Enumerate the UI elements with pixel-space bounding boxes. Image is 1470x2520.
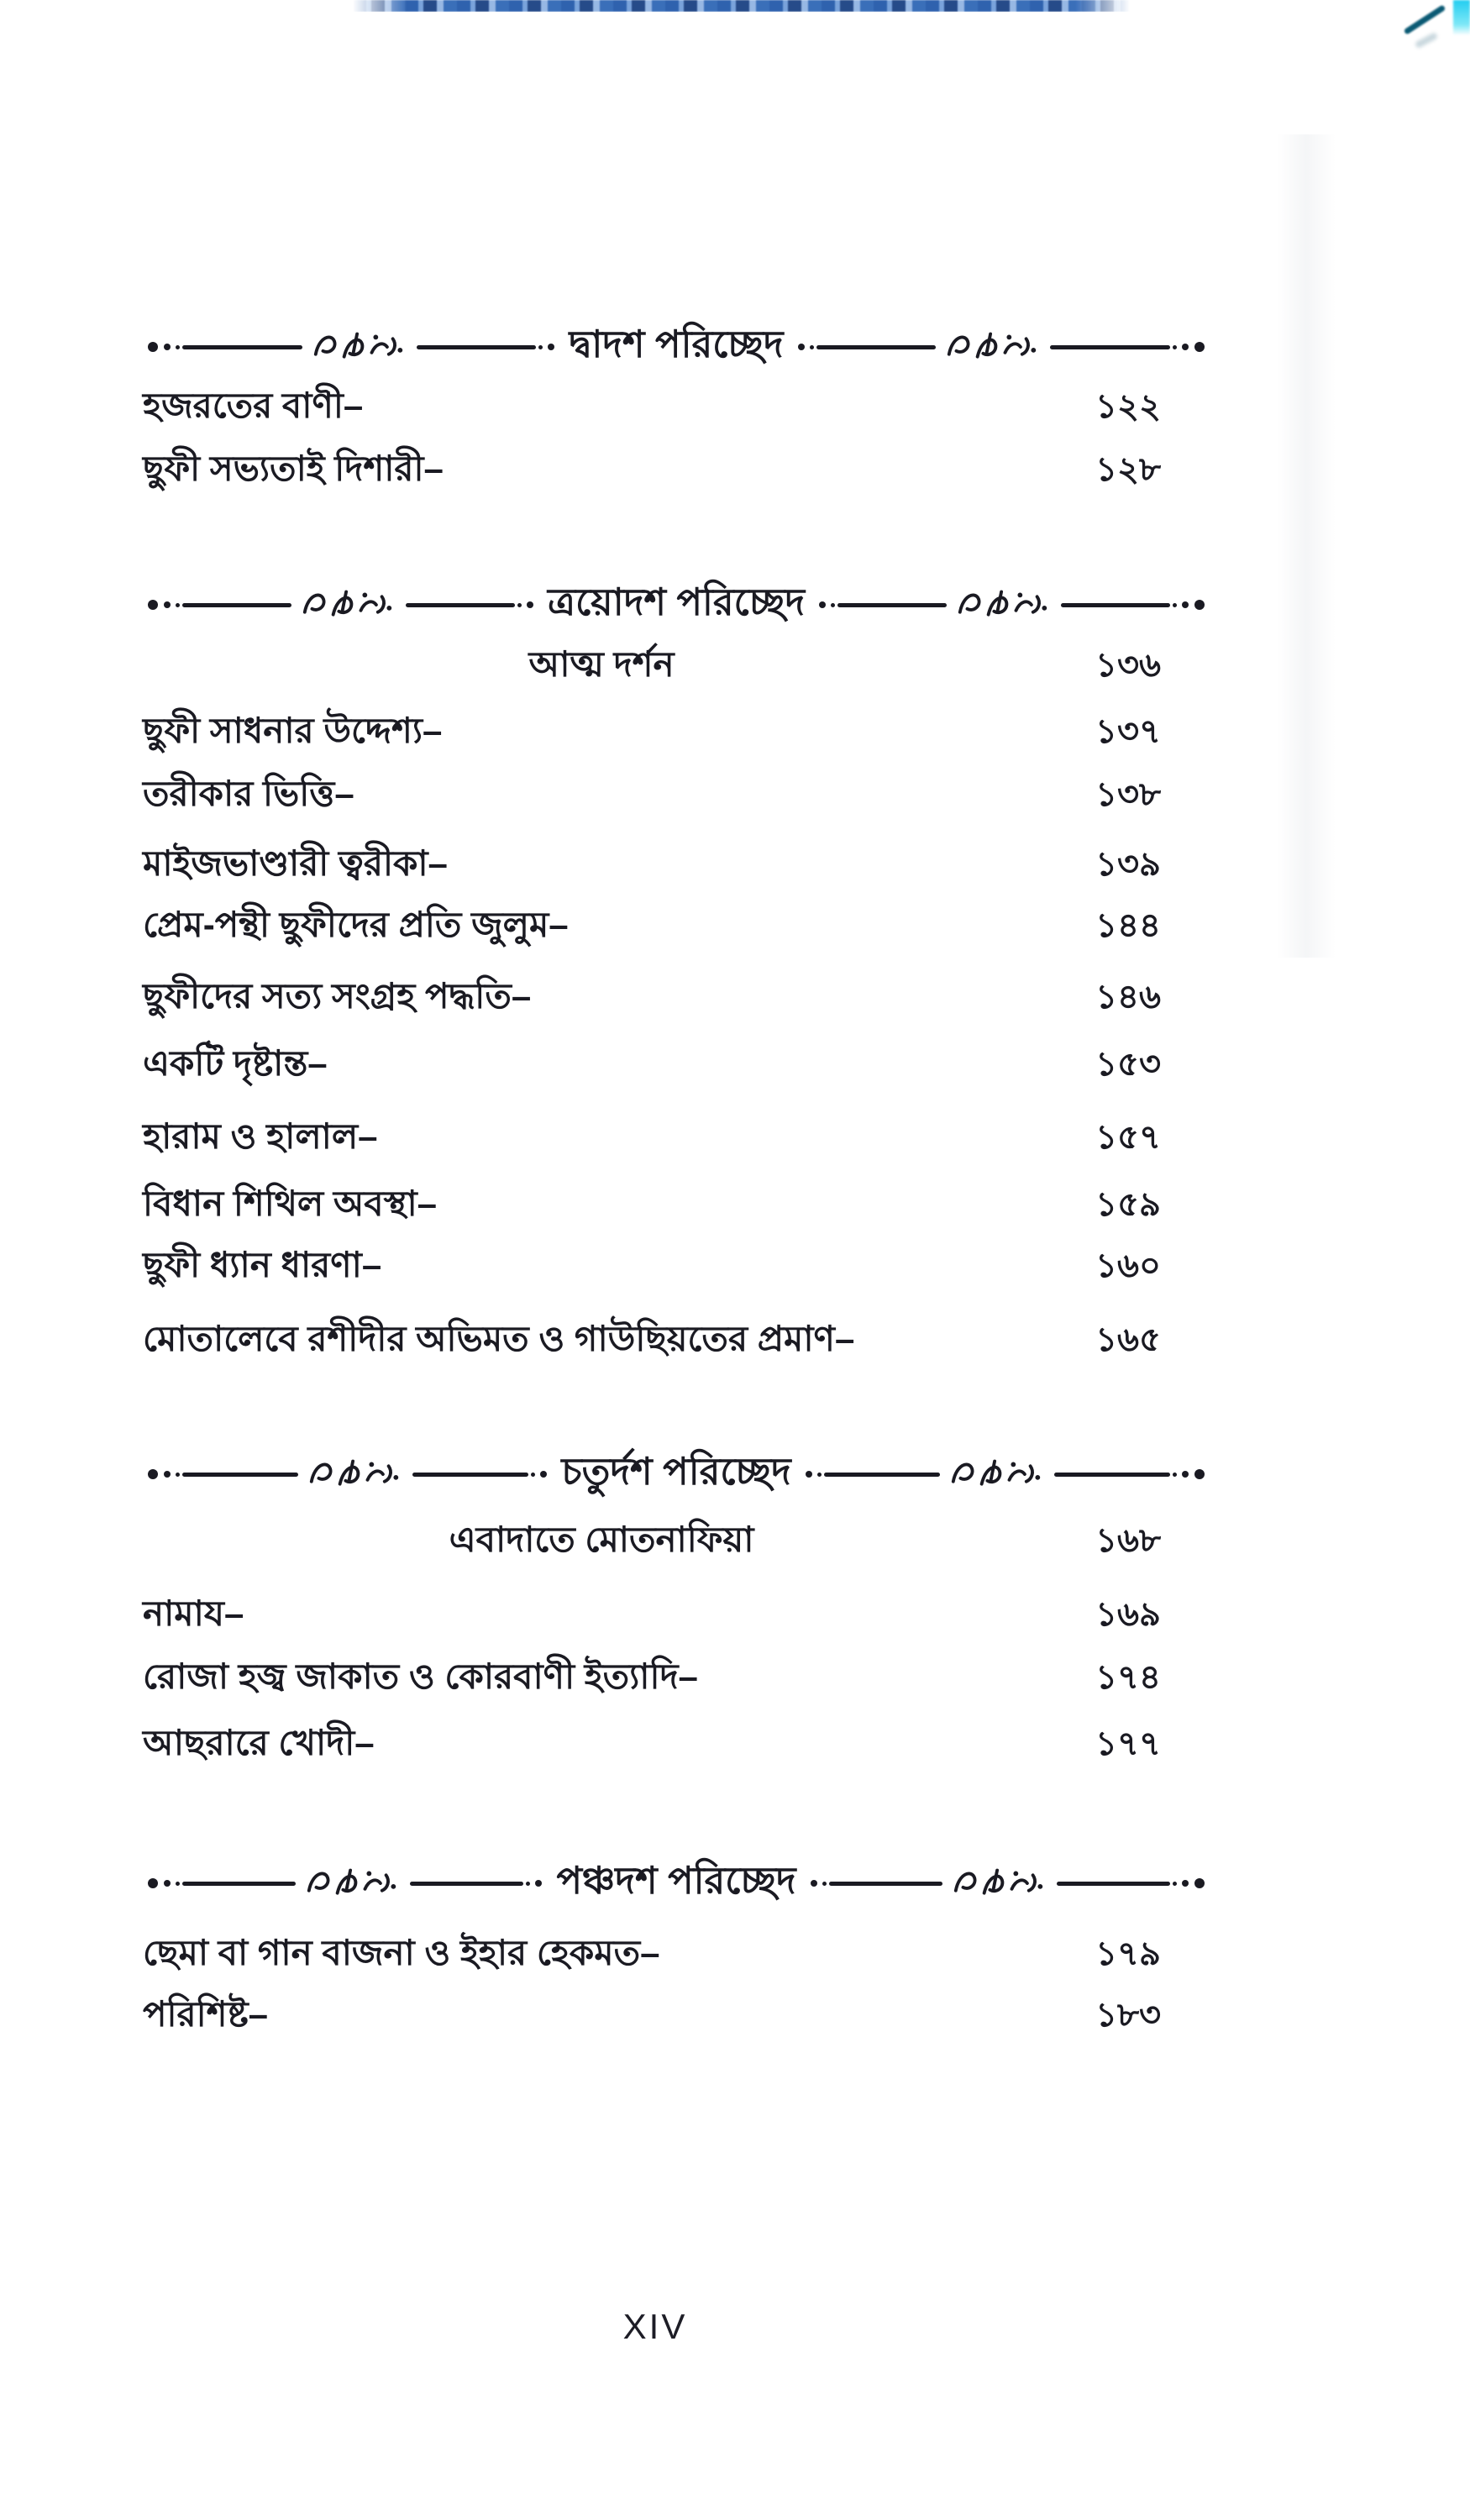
- divider-ornament-left: [144, 328, 557, 365]
- divider-rule: [837, 603, 947, 607]
- toc-entry-row: [143, 899, 1161, 954]
- toc-entry-page-number: ১৫৩: [1095, 1045, 1161, 1083]
- divider-rule: [182, 1473, 298, 1477]
- toc-entry-row: [143, 1717, 1161, 1772]
- chapter-15-header: [144, 1856, 1208, 1911]
- divider-dot: [548, 344, 554, 350]
- calligraphic-flourish-icon: [311, 328, 408, 365]
- toc-entry-row: [143, 1588, 1161, 1643]
- divider-dot: [148, 600, 158, 610]
- divider-ornament-right: [808, 1865, 1208, 1902]
- toc-entry-page-number: ১৬০: [1095, 1247, 1161, 1284]
- section-subtitle: এবাদাতে মোতনাফিয়া: [449, 1519, 754, 1559]
- toc-entry-page-number: ১৩৬: [1095, 646, 1161, 684]
- calligraphic-flourish-icon: [304, 1865, 402, 1902]
- divider-dot: [164, 1880, 171, 1887]
- divider-dot: [540, 1471, 547, 1478]
- divider-dot: [527, 601, 533, 608]
- divider-rule: [824, 1473, 940, 1477]
- calligraphic-flourish-icon: [944, 328, 1042, 365]
- divider-rule: [1054, 1473, 1170, 1477]
- chapter-14-header: [144, 1446, 1208, 1502]
- toc-entry-page-number: ১৭৯: [1095, 1935, 1161, 1972]
- toc-entry-row: [143, 1110, 1161, 1166]
- paper-crease-shadow: [1277, 134, 1336, 958]
- corner-cyan-bar: [1453, 0, 1470, 35]
- divider-dot: [164, 601, 171, 608]
- chapter-13-header: [144, 577, 1208, 633]
- divider-dot: [176, 345, 180, 349]
- divider-dot: [806, 1471, 812, 1478]
- divider-dot: [817, 1473, 822, 1477]
- divider-dot: [1182, 1880, 1189, 1887]
- toc-entry-row: [143, 1037, 1161, 1093]
- toc-entry-title: একটি দৃষ্টান্ত–: [143, 1042, 328, 1083]
- divider-rule: [182, 1882, 296, 1886]
- toc-entry-row: [143, 380, 1161, 435]
- divider-rule: [816, 345, 937, 349]
- divider-dot: [1173, 1882, 1177, 1886]
- divider-dot: [1194, 1469, 1205, 1479]
- toc-entry-row: [143, 705, 1161, 760]
- divider-dot: [176, 1473, 180, 1477]
- corner-faint-smudge: [1415, 32, 1438, 49]
- divider-ornament-left: [144, 586, 536, 623]
- calligraphic-flourish-icon: [955, 586, 1053, 623]
- divider-dot: [1173, 1473, 1177, 1477]
- toc-entry-row: [143, 1927, 1161, 1982]
- divider-dot: [1194, 600, 1205, 610]
- divider-dot: [538, 345, 543, 349]
- divider-rule: [417, 345, 537, 349]
- section-subtitle-row: [143, 1514, 1161, 1569]
- divider-rule: [1050, 345, 1170, 349]
- chapter-header-title: পঞ্চদশ পরিচ্ছেদ: [556, 1858, 796, 1902]
- toc-entry-page-number: ১৩৮: [1095, 775, 1161, 813]
- toc-entry-page-number: ১২২: [1095, 387, 1161, 425]
- toc-entry-page-number: ১৬৫: [1095, 1320, 1161, 1358]
- divider-dot: [1182, 601, 1189, 608]
- divider-dot: [164, 344, 171, 350]
- calligraphic-flourish-icon: [951, 1865, 1048, 1902]
- divider-rule: [182, 345, 302, 349]
- divider-ornament-right: [795, 328, 1208, 365]
- page-number: XIV: [622, 2307, 688, 2346]
- divider-ornament-right: [803, 1456, 1208, 1493]
- divider-dot: [148, 342, 158, 352]
- scan-edge-artifact: [353, 0, 1130, 12]
- chapter-header-title: চতুর্দশ পরিচ্ছেদ: [561, 1449, 791, 1493]
- divider-dot: [1173, 603, 1177, 607]
- divider-rule: [1057, 1882, 1170, 1886]
- divider-dot: [148, 1469, 158, 1479]
- toc-entry-row: [143, 970, 1161, 1026]
- toc-entry-title: হজরতের বাণী–: [143, 385, 364, 425]
- toc-entry-row: [143, 768, 1161, 823]
- toc-entry-page-number: ১৪৪: [1095, 906, 1161, 944]
- toc-entry-page-number: ১৫৭: [1095, 1118, 1161, 1156]
- calligraphic-flourish-icon: [300, 586, 397, 623]
- toc-entry-title: ছেমা বা গান বাজনা ও ইহার হেকমত–: [143, 1932, 660, 1972]
- divider-dot: [819, 601, 826, 608]
- section-subtitle-row: [143, 638, 1161, 694]
- divider-dot: [148, 1878, 158, 1888]
- divider-dot: [176, 603, 180, 607]
- divider-dot: [798, 344, 805, 350]
- chapter-12-header: [144, 319, 1208, 375]
- divider-dot: [176, 1882, 180, 1886]
- chapter-header-title: দ্বাদশ পরিচ্ছেদ: [569, 322, 784, 365]
- divider-rule: [1061, 603, 1170, 607]
- divider-dot: [810, 345, 814, 349]
- divider-ornament-left: [144, 1865, 544, 1902]
- toc-entry-title: নামায–: [143, 1593, 244, 1633]
- calligraphic-flourish-icon: [307, 1456, 404, 1493]
- toc-entry-title: আছরারে খোদী–: [143, 1722, 375, 1762]
- toc-entry-title: বিধান শিথিল অবস্থা–: [143, 1183, 437, 1223]
- toc-entry-page-number: ১৭৪: [1095, 1658, 1161, 1696]
- toc-entry-page-number: ১৬৮: [1095, 1521, 1161, 1559]
- divider-rule: [829, 1882, 942, 1886]
- toc-entry-page-number: ১৪৬: [1095, 978, 1161, 1016]
- toc-entry-page-number: ১২৮: [1095, 450, 1161, 488]
- corner-scan-smudge: [1394, 0, 1470, 118]
- toc-entry-title: রোজা হজ্ব জাকাত ও কোরবাণী ইত্যাদি–: [143, 1656, 698, 1696]
- toc-entry-row: [143, 1988, 1161, 2044]
- divider-dot: [822, 1882, 827, 1886]
- divider-ornament-right: [816, 586, 1208, 623]
- toc-entry-title: তরীকার ভিত্তি–: [143, 773, 354, 813]
- toc-entry-title: হারাম ও হালাল–: [143, 1116, 378, 1156]
- toc-entry-page-number: ১৬৯: [1095, 1595, 1161, 1633]
- toc-entry-page-number: ১৮৩: [1095, 1996, 1161, 2034]
- divider-dot: [1182, 1471, 1189, 1478]
- toc-entry-page-number: ১৩৯: [1095, 845, 1161, 883]
- toc-entry-row: [143, 1313, 1161, 1368]
- toc-entry-title: পরিশিষ্ট–: [143, 1993, 269, 2034]
- divider-dot: [1194, 342, 1205, 352]
- toc-entry-page-number: ১৭৭: [1095, 1725, 1161, 1762]
- toc-entry-row: [143, 837, 1161, 893]
- corner-teal-stroke: [1404, 4, 1446, 34]
- toc-entry-title: ছুফী সাধনার উদ্দেশ্য–: [143, 710, 443, 750]
- divider-dot: [1182, 344, 1189, 350]
- divider-dot: [531, 1473, 535, 1477]
- divider-dot: [1194, 1878, 1205, 1888]
- toc-entry-page-number: ১৩৭: [1095, 712, 1161, 750]
- toc-entry-title: ছুফী সভ্যতাই দিশারী–: [143, 448, 444, 488]
- toc-entry-title: মোতালেবে রশীদীর অভিমত ও গাউছিয়তের প্রমাণ–: [143, 1318, 855, 1358]
- chapter-header-title: ত্রয়োদশ পরিচ্ছেদ: [548, 580, 805, 623]
- toc-entry-title: ছুফী ধ্যান ধারণা–: [143, 1244, 382, 1284]
- divider-dot: [831, 603, 835, 607]
- toc-entry-title: ছুফীদের সত্য সংগ্রহ পদ্ধতি–: [143, 975, 532, 1016]
- divider-dot: [517, 603, 522, 607]
- calligraphic-flourish-icon: [948, 1456, 1046, 1493]
- divider-dot: [526, 1882, 530, 1886]
- divider-dot: [164, 1471, 171, 1478]
- divider-rule: [182, 603, 291, 607]
- divider-dot: [535, 1880, 542, 1887]
- toc-entry-row: [143, 1239, 1161, 1294]
- toc-entry-row: [143, 1178, 1161, 1233]
- toc-entry-title: মাইজভাণ্ডারী ত্বরীকা–: [143, 843, 448, 883]
- section-subtitle: আত্ম দর্শন: [528, 643, 675, 684]
- toc-entry-row: [143, 443, 1161, 498]
- toc-entry-row: [143, 1651, 1161, 1706]
- divider-rule: [410, 1882, 523, 1886]
- divider-rule: [412, 1473, 528, 1477]
- toc-entry-page-number: ১৫৯: [1095, 1185, 1161, 1223]
- divider-dot: [811, 1880, 817, 1887]
- divider-rule: [406, 603, 515, 607]
- divider-ornament-left: [144, 1456, 549, 1493]
- toc-entry-title: প্রেম-পন্থী ছুফীদের প্রতি জুলুম–: [143, 904, 569, 944]
- divider-dot: [1173, 345, 1177, 349]
